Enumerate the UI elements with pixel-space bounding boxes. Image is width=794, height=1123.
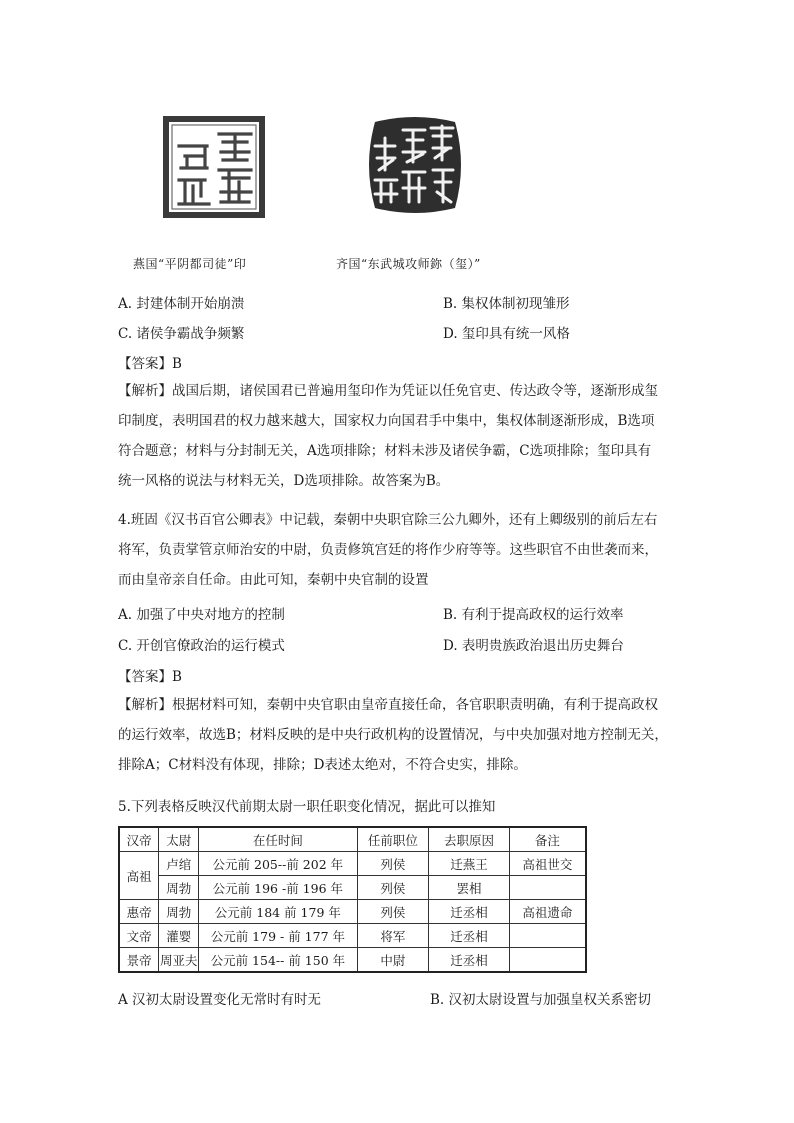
- q4-stem-line: 将军，负责掌管京师治安的中尉，负责修筑宫廷的将作少府等等。这些职官不由世袭而来，: [118, 542, 658, 558]
- q5-stem: 5.下列表格反映汉代前期太尉一职任职变化情况，据此可以推知: [118, 799, 496, 815]
- table-cell: 公元前 196 -前 196 年: [199, 876, 357, 900]
- table-cell: 周勃: [159, 876, 199, 900]
- table-cell: 迁丞相: [429, 900, 510, 924]
- table-cell: 中尉: [357, 948, 429, 973]
- q3-answer: 【答案】B: [118, 356, 182, 372]
- table-row: [119, 948, 586, 973]
- q3-option-c: C. 诸侯争霸战争频繁: [118, 326, 245, 342]
- table-cell: [509, 948, 586, 973]
- table-cell: 公元前 179 - 前 177 年: [199, 924, 357, 948]
- taiwei-table: [118, 826, 587, 973]
- q4-option-c: C. 开创官僚政治的运行模式: [118, 638, 285, 654]
- table-cell: 周亚夫: [159, 948, 199, 973]
- q3-analysis-line: 印制度，表明国君的权力越来越大，国家权力向国君手中集中，集权体制逐渐形成，B选项: [118, 413, 655, 429]
- table-cell: 卢绾: [159, 852, 199, 876]
- q4-stem-line: 而由皇帝亲自任命。由此可知，秦朝中央官制的设置: [118, 572, 429, 588]
- table-row: [119, 924, 586, 948]
- table-cell: 周勃: [159, 900, 199, 924]
- table-header-cell: 去职原因: [429, 827, 510, 852]
- table-row: [119, 900, 586, 924]
- q5-option-a: A 汉初太尉设置变化无常时有时无: [118, 992, 322, 1008]
- table-cell-emperor: 高祖: [119, 852, 159, 900]
- q4-analysis: [118, 690, 678, 780]
- q4-analysis-line: 【解析】根据材料可知，秦朝中央官职由皇帝直接任命，各官职职责明确，有利于提高政权: [118, 697, 658, 713]
- table-cell: 灌婴: [159, 924, 199, 948]
- table-cell: 高祖遗命: [509, 900, 586, 924]
- table-header-cell: 在任时间: [199, 827, 357, 852]
- table-cell-emperor: 景帝: [119, 948, 159, 973]
- table-cell: [509, 924, 586, 948]
- table-cell: 列侯: [357, 876, 429, 900]
- table-header-cell: 备注: [509, 827, 586, 852]
- table-cell: 公元前 205--前 202 年: [199, 852, 357, 876]
- q4-option-a: A. 加强了中央对地方的控制: [118, 607, 285, 623]
- table-cell: 罢相: [429, 876, 510, 900]
- q4-answer: 【答案】B: [118, 669, 182, 685]
- table-cell: 将军: [357, 924, 429, 948]
- table-cell: 公元前 154-- 前 150 年: [199, 948, 357, 973]
- q3-analysis-line: 【解析】战国后期，诸侯国君已普遍用玺印作为凭证以任免官吏、传达政令等，逐渐形成玺: [118, 383, 658, 399]
- table-cell: 迁丞相: [429, 948, 510, 973]
- q3-option-b: B. 集权体制初现雏形: [443, 296, 570, 312]
- table-header-cell: 任前职位: [357, 827, 429, 852]
- q3-option-a: A. 封建体制开始崩溃: [118, 296, 245, 312]
- table-header-cell: 汉帝: [119, 827, 159, 852]
- table-cell: 高祖世交: [509, 852, 586, 876]
- q3-analysis-line: 统一风格的说法与材料无关，D选项排除。故答案为B。: [118, 473, 450, 489]
- table-row: [119, 852, 586, 876]
- q4-analysis-line: 排除A；C材料没有体现，排除；D表述太绝对，不符合史实，排除。: [118, 757, 527, 773]
- table-header-cell: 太尉: [159, 827, 199, 852]
- table-cell: 迁燕王: [429, 852, 510, 876]
- q5-option-b: B. 汉初太尉设置与加强皇权关系密切: [430, 992, 652, 1008]
- q4-stem-line: 4.班固《汉书百官公卿表》中记载，秦朝中央职官除三公九卿外，还有上卿级别的前后左右: [118, 512, 658, 528]
- seal-image-right: [363, 112, 467, 218]
- table-cell-emperor: 文帝: [119, 924, 159, 948]
- table-cell: 列侯: [357, 900, 429, 924]
- q3-option-d: D. 玺印具有统一风格: [443, 326, 570, 342]
- table-cell: 公元前 184 前 179 年: [199, 900, 357, 924]
- seal-caption-right: 齐国“东武城攻师鉨（玺）”: [336, 257, 481, 271]
- seal-image-left: [163, 116, 265, 218]
- table-cell: 列侯: [357, 852, 429, 876]
- table-cell: [509, 876, 586, 900]
- q4-stem: [118, 505, 678, 595]
- seal-caption-left: 燕国“平阴都司徒”印: [133, 257, 247, 271]
- q4-option-d: D. 表明贵族政治退出历史舞台: [443, 638, 624, 654]
- table-cell-emperor: 惠帝: [119, 900, 159, 924]
- q4-option-b: B. 有利于提高政权的运行效率: [443, 607, 624, 623]
- table-header-row: [119, 827, 586, 852]
- q4-analysis-line: 的运行效率，故选B；材料反映的是中央行政机构的设置情况，与中央加强对地方控制无关，: [118, 727, 668, 743]
- q3-analysis: [118, 376, 678, 496]
- table-cell: 迁丞相: [429, 924, 510, 948]
- q3-analysis-line: 符合题意；材料与分封制无关，A选项排除；材料未涉及诸侯争霸，C选项排除；玺印具有: [118, 443, 652, 459]
- table-row: [119, 876, 586, 900]
